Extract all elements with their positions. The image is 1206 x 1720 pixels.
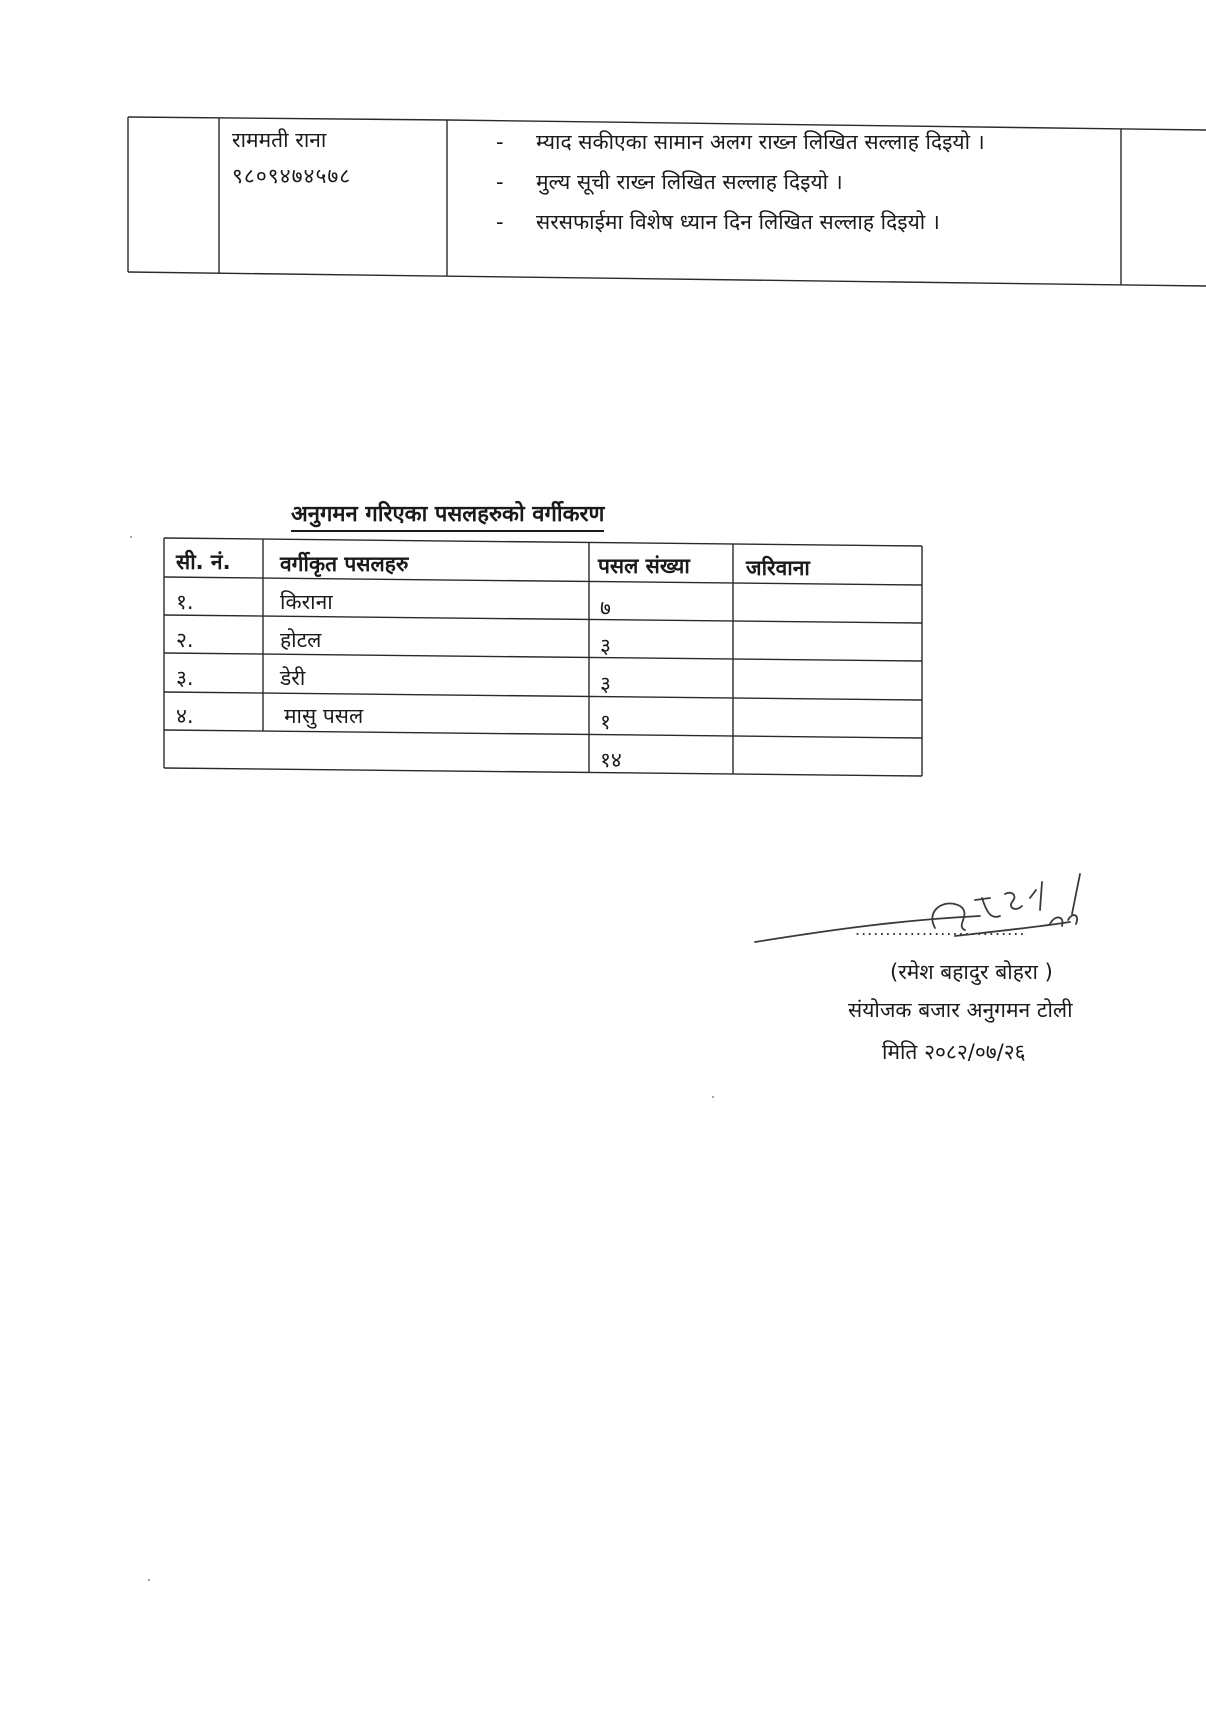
advice-bullet: -: [496, 130, 504, 154]
row-serial: ४.: [176, 704, 194, 728]
signatory-role: संयोजक बजार अनुगमन टोली: [848, 998, 1073, 1022]
row-count: ७: [600, 596, 611, 620]
advice-text: मुल्य सूची राख्न लिखित सल्लाह दिइयो ।: [536, 170, 843, 194]
signatory-name: (रमेश बहादुर बोहरा ): [890, 960, 1053, 984]
row-category: किराना: [280, 590, 333, 614]
signature-date: मिति २०८२/०७/२६: [882, 1040, 1026, 1064]
total-shop-count: १४: [600, 748, 622, 772]
row-count: ३: [600, 634, 611, 658]
advice-bullet: -: [496, 210, 504, 234]
scan-speck: [712, 1096, 714, 1098]
row-serial: ३.: [176, 666, 194, 690]
advice-bullet: -: [496, 170, 504, 194]
header-serial: सी. नं.: [176, 550, 231, 574]
header-fine: जरिवाना: [746, 556, 810, 580]
row-category: मासु पसल: [284, 704, 364, 728]
header-shop-count: पसल संख्या: [598, 554, 690, 578]
scan-speck: [148, 1579, 150, 1581]
shop-owner-phone: ९८०९४७४५७८: [232, 164, 352, 188]
row-serial: २.: [176, 628, 194, 652]
classification-title: अनुगमन गरिएका पसलहरुको वर्गीकरण: [291, 498, 604, 532]
shop-owner-name: राममती राना: [232, 128, 327, 152]
row-count: ३: [600, 672, 611, 696]
row-category: होटल: [280, 628, 322, 652]
advice-text: म्याद सकीएका सामान अलग राख्न लिखित सल्लाह दिइयो ।: [536, 130, 985, 154]
row-count: १: [600, 710, 611, 734]
row-category: डेरी: [280, 666, 306, 690]
advice-text: सरसफाईमा विशेष ध्यान दिन लिखित सल्लाह दिइयो ।: [536, 210, 940, 234]
signature-dotted-line: ............................: [855, 920, 1026, 939]
scan-speck: [130, 536, 132, 538]
row-serial: १.: [176, 590, 194, 614]
header-category: वर्गीकृत पसलहरु: [280, 552, 409, 576]
